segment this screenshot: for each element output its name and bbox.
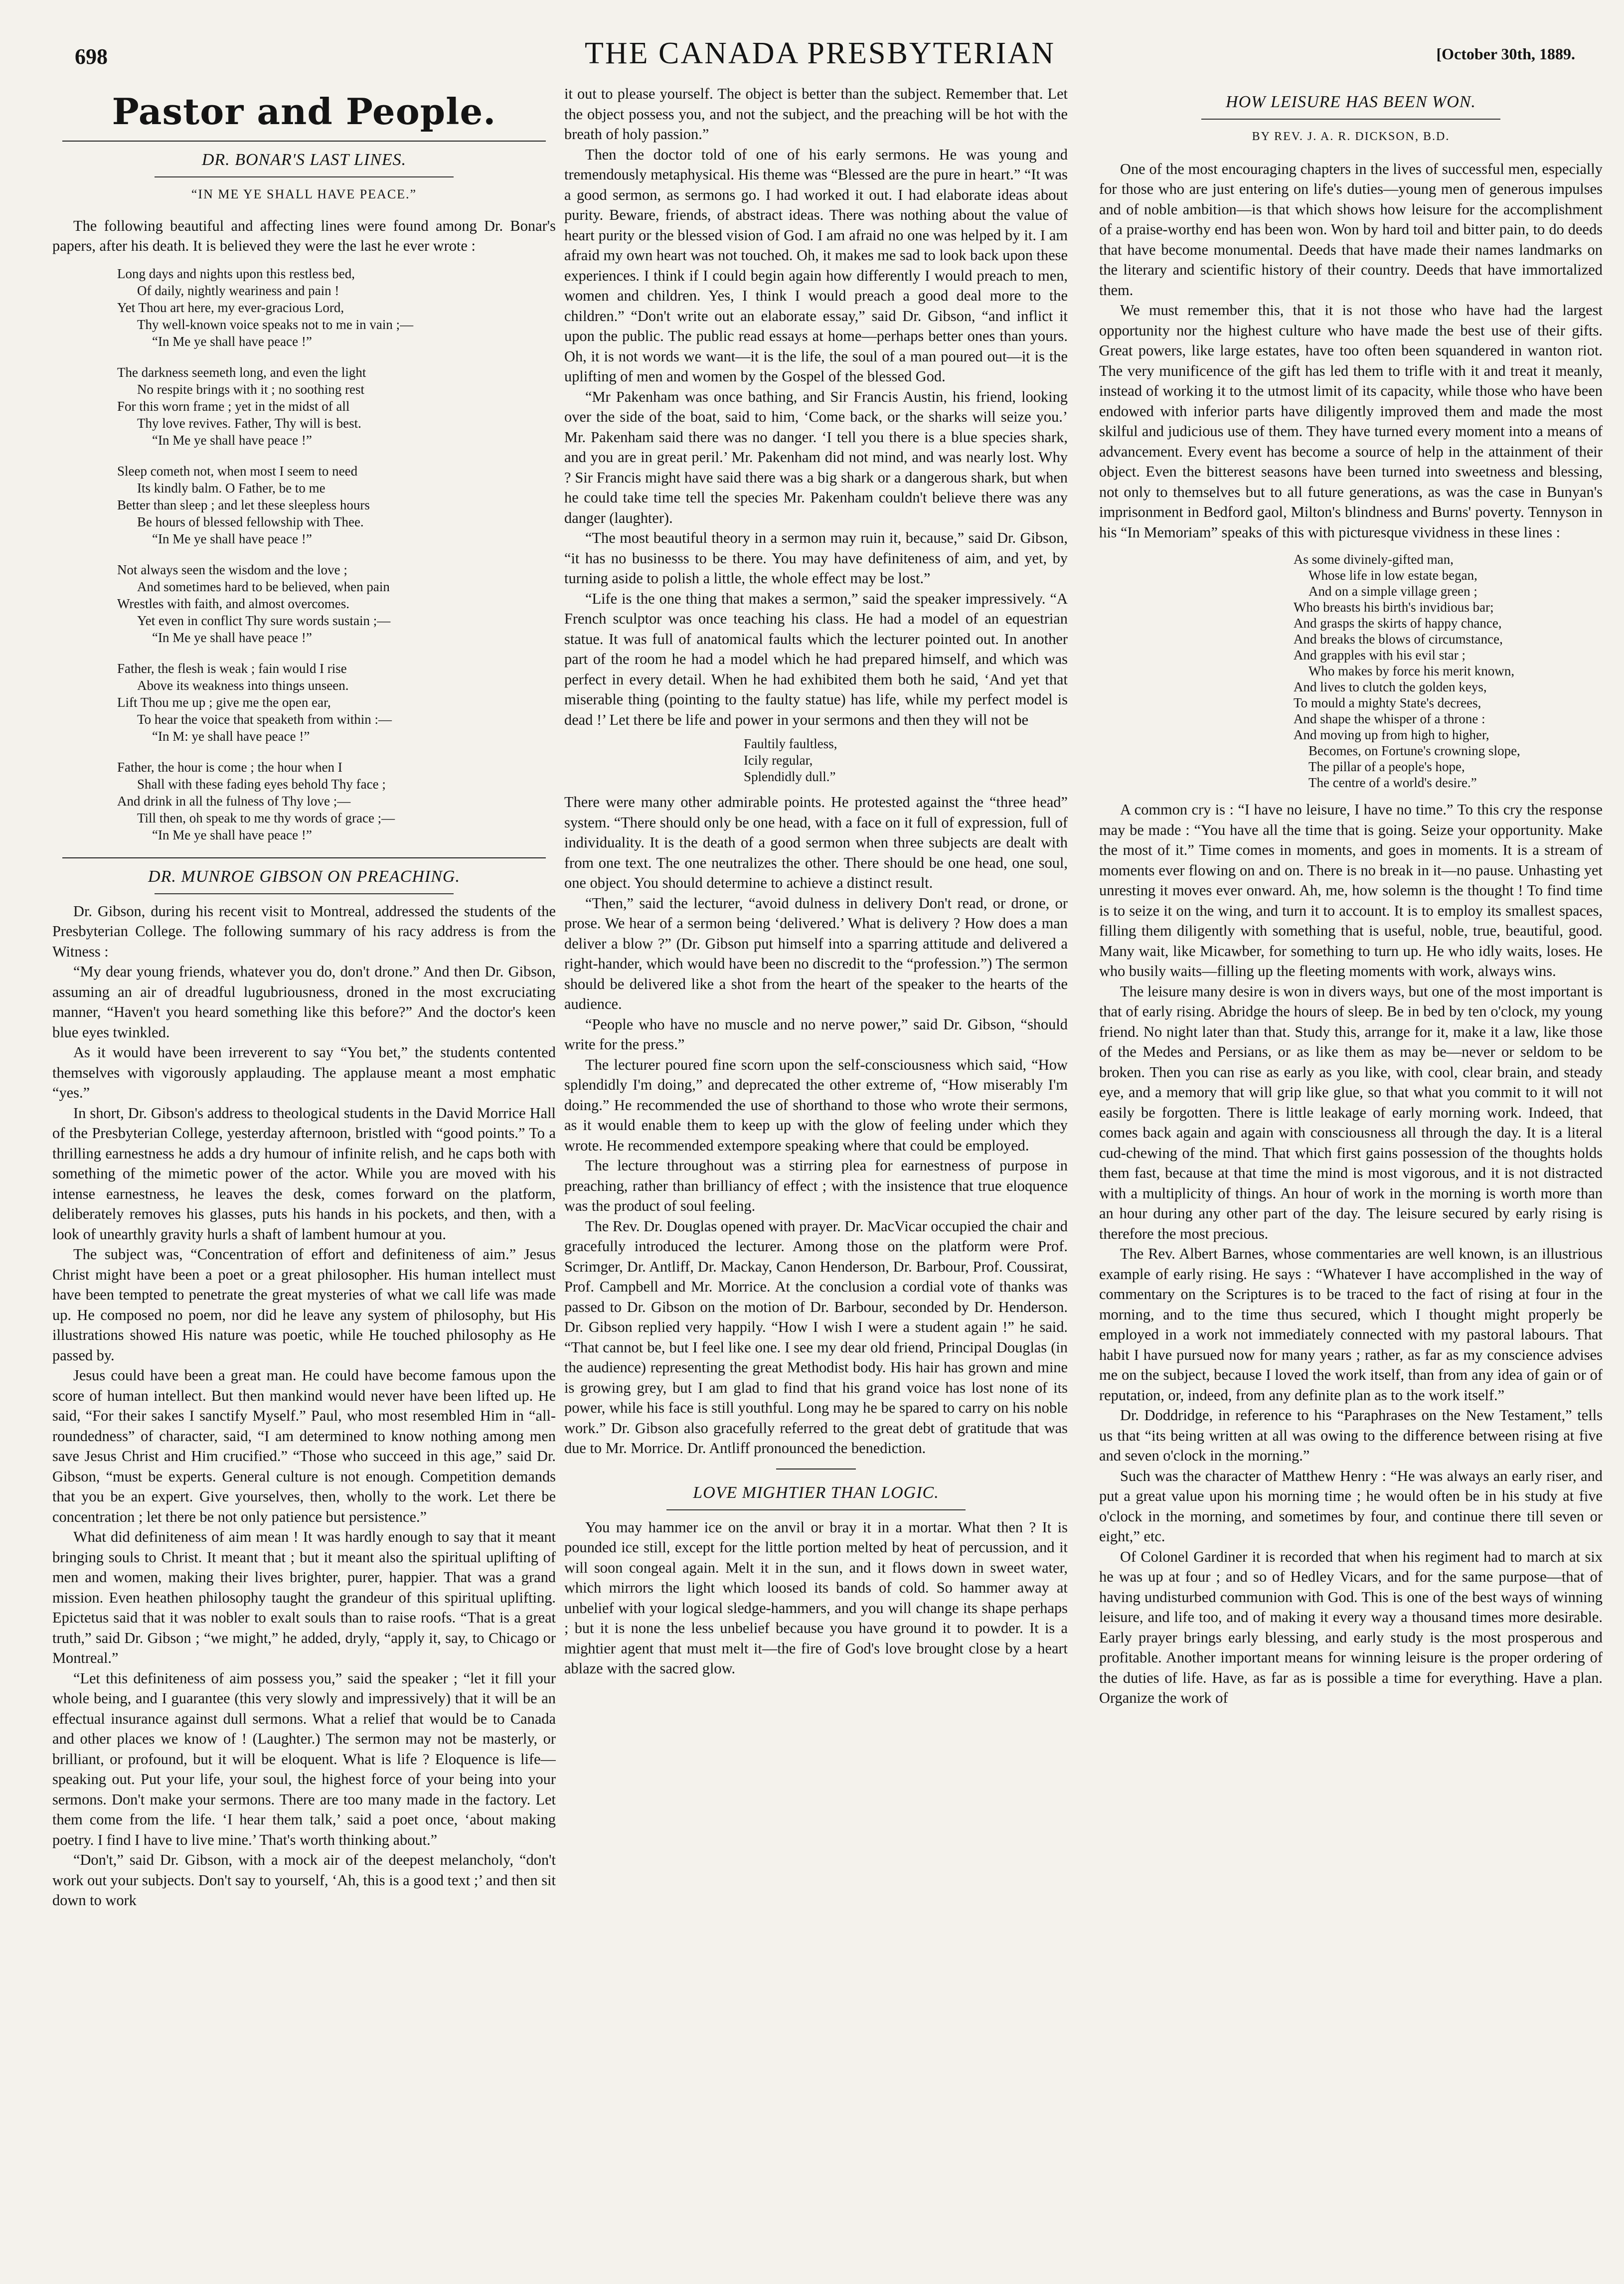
poem-line: Who makes by force his merit known, [1308, 663, 1515, 678]
paragraph: Jesus could have been a great man. He could have become famous upon the score of human intellect. But then mankind would never have been lifted up. He said, “For their sakes I sanctify Myself.” Paul, who most resembled Him in “all-roundedness” of character, said, “I am determined to know nothing among men save Jesus Christ and Him crucified.” “Those who succeed in this age,” said Dr. Gibson, “must be experts. General culture is not enough. Competition demands that you be an expert. Give yourselves, then, wholly to the work. Let there be concentration ; let there be not only patience but persistence.” [52, 1367, 556, 1525]
poem-line: Becomes, on Fortune's crowning slope, [1308, 743, 1520, 758]
journal-title: THE CANADA PRESBYTERIAN [585, 36, 1055, 70]
poem-stanza [52, 463, 556, 547]
paragraph: “Don't,” said Dr. Gibson, with a mock air of the deepest melancholy, “don't work out your subjects. Don't say to yourself, ‘Ah, this is a good text ;’ and then sit down to work [52, 1851, 556, 1909]
divider [776, 1468, 856, 1469]
quoted-verse [564, 736, 1068, 785]
article-title-bonar: DR. BONAR'S LAST LINES. [201, 151, 407, 169]
column-2 [564, 84, 1068, 2262]
poem-line: The centre of a world's desire.” [1308, 775, 1477, 790]
section-banner: Pastor and People. [112, 90, 496, 133]
divider [155, 176, 454, 177]
poem-line: Sleep cometh not, when most I seem to need [117, 463, 358, 479]
tennyson-poem [1099, 551, 1603, 791]
poem-line: Its kindly balm. O Father, be to me [137, 480, 325, 495]
poem-line: Yet Thou art here, my ever-gracious Lord, [117, 300, 344, 315]
article-title-gibson: DR. MUNROE GIBSON ON PREACHING. [148, 867, 460, 886]
poem-line: And shape the whisper of a throne : [1294, 711, 1485, 726]
poem-refrain: “In Me ye shall have peace !” [152, 827, 312, 842]
poem-refrain: “In Me ye shall have peace !” [152, 531, 312, 546]
poem-line: Shall with these fading eyes behold Thy face ; [137, 776, 386, 792]
poem-line: Father, the flesh is weak ; fain would I rise [117, 660, 347, 676]
poem-line: Of daily, nightly weariness and pain ! [137, 283, 339, 298]
poem-line: And grapples with his evil star ; [1294, 648, 1465, 662]
paragraph: The lecturer poured fine scorn upon the self-consciousness which said, “How splendidly I'm doing,” and deprecated the other extreme of, “How miserably I'm doing.” He recommended the use of shorthand to those who wrote their sermons, as it would enable them to keep up with the glow of feeling under which they wrote. He recommended extempore speaking where that could be employed. [564, 1056, 1068, 1154]
bonar-poem [52, 265, 556, 843]
column-1 [52, 84, 556, 2262]
paragraph: One of the most encouraging chapters in the lives of successful men, especially for those who are just entering on life's duties—young men of generous impulses and of noble ambition—is that which shows how leisure for the accomplishment of a praise-worthy end has been won. Won by hard toil and bitter pain, to do deeds that have become monumental. Deeds that have made their names landmarks on the literary and scientific history of their country. Deeds that have immortalized them. [1099, 160, 1603, 299]
poem-line: And grasps the skirts of happy chance, [1294, 616, 1502, 631]
paragraph: “Then,” said the lecturer, “avoid dulness in delivery Don't read, or drone, or prose. We hear of a sermon being ‘delivered.’ What is delivery ? How does a man deliver a blow ?” (Dr. Gibson put himself into a sparring attitude and delivered a right-hander, which would have been no discredit to the “profession.”) The sermon should be delivered like a shot from the heart of the speaker to the hearts of the audience. [564, 894, 1068, 1012]
poem-line: Thy love revives. Father, Thy will is best. [137, 415, 361, 431]
poem-stanza [52, 364, 556, 449]
page-number: 698 [75, 44, 108, 69]
paragraph: You may hammer ice on the anvil or bray it in a mortar. What then ? It is pounded ice still, except for the little portion melted by heat of percussion, and it will soon congeal again. Melt it in the sun, and it flows down in sweet water, which mirrors the light which loosed its bands of cold. So hammer away at unbelief with your logical sledge-hammers, and you will change its shape perhaps ; but it is none the less unbelief because you have ground it to powder. It is a mightier agent that must melt it—the fire of God's love brought close by a heart ablaze with the sacred glow. [564, 1518, 1068, 1677]
paragraph: As it would have been irreverent to say “You bet,” the students contented themselves with vigorously applauding. The applause meant a most emphatic “yes.” [52, 1044, 556, 1101]
paragraph: “Life is the one thing that makes a sermon,” said the speaker impressively. “A French sculptor was once teaching his class. He had a model of an equestrian statue. It was full of anatomical faults which the lecturer pointed out. In another part of the room he had a model which he had prepared himself, and which was perfect in every detail. When he had exhibited them both he said, ‘And yet that miserable thing (pointing to the faulty statue) has life, while my perfect model is dead !’ Let there be life and power in your sermons and then they will not be [564, 590, 1068, 728]
poem-line: Long days and nights upon this restless bed, [117, 266, 355, 281]
poem-line: And drink in all the fulness of Thy love ;— [117, 793, 351, 809]
paragraph: “The most beautiful theory in a sermon may ruin it, because,” said Dr. Gibson, “it has no businesss to be there. You may have definiteness of aim, and yet, by turning aside to polish a little, the whole effect may be lost.” [564, 529, 1068, 587]
divider [62, 141, 546, 142]
verse-line: Icily regular, [744, 753, 813, 768]
poem-line: And breaks the blows of circumstance, [1294, 632, 1503, 647]
divider [62, 857, 546, 858]
poem-line: And on a simple village green ; [1308, 584, 1477, 599]
paragraph: Dr. Doddridge, in reference to his “Paraphrases on the New Testament,” tells us that “its being written at all was owing to the difference between rising at five and seven o'clock in the morning.” [1099, 1407, 1603, 1464]
paragraph: The Rev. Albert Barnes, whose commentaries are well known, is an illustrious example of early rising. He says : “Whatever I have accomplished in the way of commentary on the Scriptures is to be traced to the fact of rising at four in the morning, and to the time thus secured, which I thought might properly be employed in a work not immediately connected with my pastoral labours. That habit I have pursued now for many years ; rather, as far as my conscience advises me on the subject, because I loved the work itself, than from any idea of gain or of reputation, or, indeed, from any definite plan as to the work itself.” [1099, 1245, 1603, 1404]
poem-line: For this worn frame ; yet in the midst of all [117, 398, 350, 414]
poem-line: Wrestles with faith, and almost overcomes. [117, 596, 350, 611]
paragraph: We must remember this, that it is not those who have had the largest opportunity nor the highest culture who have made the best use of their gifts. Great powers, like large estates, have too often been squandered in wanton riot. The very munificence of the gift has led them to trifle with it and treat it meanly, instead of working it to the utmost limit of its capacity, while those who have been endowed with inferior parts have diligently improved them and made the most skilful and judicious use of them. They have turned every moment into a means of advancement. Every event has become a source of help in the attainment of their object. Even the bitterest seasons have been turned into sweetness and blessing, not only to themselves but to all future generations, as was the case in Bunyan's imprisonment in Bedford gaol, Milton's blindness and Burns' poverty. Tennyson in his “In Memoriam” speaks of this with picturesque vividness in these lines : [1099, 302, 1603, 541]
masthead [60, 29, 1580, 89]
poem-refrain: “In M: ye shall have peace !” [152, 728, 310, 744]
paragraph: Dr. Gibson, during his recent visit to Montreal, addressed the students of the Presbyterian College. The following summary of his racy address is from the Witness : [52, 902, 556, 960]
poem-line: Above its weakness into things unseen. [137, 677, 349, 693]
poem-line: Till then, oh speak to me thy words of grace ;— [137, 810, 395, 825]
poem-refrain: “In Me ye shall have peace !” [152, 333, 312, 349]
paragraph: “My dear young friends, whatever you do, don't drone.” And then Dr. Gibson, assuming an air of dreadful lugubriousness, droned in the most excruciating manner, “Haven't you heard something like this before?” And the doctor's keen blue eyes twinkled. [52, 963, 556, 1041]
divider [1201, 119, 1500, 120]
divider [155, 893, 454, 894]
verse-line: Faultily faultless, [744, 736, 837, 751]
article-title-leisure: HOW LEISURE HAS BEEN WON. [1226, 93, 1476, 111]
poem-line: The darkness seemeth long, and even the light [117, 364, 366, 380]
paragraph: A common cry is : “I have no leisure, I have no time.” To this cry the response may be made : “You have all the time that is going. Seize your opportunity. Make the most of it.” Time comes in moments, and goes in moments. It is a stream of moments ever flowing on and on. There is no break in it—no pause. Unhasting yet unresting it moves ever onward. Ah, me, how solemn is the thought ! To find time is to seize it on the wing, and turn it to account. It is to employ its smallest spaces, filling them diligently with something that is useful, noble, true, beautiful, good. Many wait, like Micawber, for something to turn up. He who idly waits, loses. He who busily waits—filling up the fleeting moments with work, always wins. [1099, 801, 1603, 979]
bonar-intro: The following beautiful and affecting lines were found among Dr. Bonar's papers, after his death. It is believed they were the last he ever wrote : [52, 217, 556, 254]
verse-line: Splendidly dull.” [744, 769, 836, 784]
paragraph: What did definiteness of aim mean ! It was hardly enough to say that it meant bringing souls to Christ. It meant that ; but it meant also the spiritual uplifting of men and women, making their lives brighter, purer, happier. That was a grand mission. Even heathen philosophy taught the grandeur of this spiritual uplifting. Epictetus said that it was nobler to exalt souls than to raise roofs. “That is a great truth,” said Dr. Gibson ; “we might,” he added, dryly, “apply it, say, to Chicago or Montreal.” [52, 1528, 556, 1666]
poem-refrain: “In Me ye shall have peace !” [152, 432, 312, 448]
article-title-love: LOVE MIGHTIER THAN LOGIC. [693, 1483, 939, 1502]
poem-line: Be hours of blessed fellowship with Thee. [137, 514, 364, 529]
poem-line: Whose life in low estate began, [1308, 568, 1477, 583]
column-3 [1099, 84, 1603, 2262]
divider [666, 1509, 966, 1510]
paragraph: “People who have no muscle and no nerve power,” said Dr. Gibson, “should write for the press.” [564, 1015, 1068, 1053]
poem-refrain: “In Me ye shall have peace !” [152, 630, 312, 645]
poem-stanza [52, 561, 556, 646]
paragraph: Then the doctor told of one of his early sermons. He was young and tremendously metaphysical. His theme was “Blessed are the pure in heart.” “It was a good sermon, as sermons go. I had worked it out. I had elaborate ideas about purity. Beware, friends, of abstract ideas. There was nothing about the value of heart purity or the blessed vision of God. I am afraid no one was helped by it. I am afraid my own heart was not touched. Oh, it makes me sad to look back upon these experiences. I think if I could begin again how differently I would preach to men, women and children. Yes, I think I would preach a good deal more to the children.” “Don't write out an elaborate essay,” said Dr. Gibson, “and inflict it upon the public. The public read essays at home—perhaps better ones than yours. Oh, it is not words we want—it is the life, the soul of a man poured out—it is the uplifting of men and women by the Gospel of the blessed God. [564, 146, 1068, 385]
epigraph: “IN ME YE SHALL HAVE PEACE.” [191, 187, 417, 201]
issue-date: [October 30th, 1889. [1436, 45, 1575, 63]
poem-line: Who breasts his birth's invidious bar; [1294, 600, 1494, 615]
poem-line: No respite brings with it ; no soothing rest [137, 381, 364, 397]
poem-line: Thy well-known voice speaks not to me in vain ;— [137, 317, 414, 332]
paragraph: The lecture throughout was a stirring plea for earnestness of purpose in preaching, rather than brilliancy of effect ; with the insistence that true eloquence was the product of soul feeling. [564, 1157, 1068, 1214]
paragraph: The leisure many desire is won in divers ways, but one of the most important is that of early rising. Abridge the hours of sleep. Be in bed by ten o'clock, my young friend. No night later than that. Study this, arrange for it, make it a law, like those of the Medes and Persians, or as like them as may be—never or seldom to be broken. Then you can rise as early as you like, with cool, clear brain, and steady eye, and a memory that will grip like glue, so that what you commit to it will not easily be forgotten. There is little leakage of early morning work. Indeed, that comes back again and again with consciousness all through the day. It is a literal cud-chewing of the mind. That which first gains possession of the thoughts holds them fast, because at that time the mind is most vigorous, and it is not distracted with a multiplicity of things. An hour of work in the morning is worth more than an hour during any other part of the day. The leisure secured by early rising is therefore the most precious. [1099, 982, 1603, 1242]
paragraph: Of Colonel Gardiner it is recorded that when his regiment had to march at six he was up at four ; and so of Hedley Vicars, and for the same purpose—that of having undisturbed communion with God. This is one of the best ways of winning leisure, and life too, and of making it every way a thousand times more desirable. Early prayer brings early blessing, and early study is the most prosperous and profitable. Another important means for winning leisure is the proper ordering of the duties of life. Have, as far as is possible a time for everything. Have a plan. Organize the work of [1099, 1548, 1603, 1706]
paragraph: In short, Dr. Gibson's address to theological students in the David Morrice Hall of the Presbyterian College, yesterday afternoon, bristled with “good points.” To a thrilling earnestness he adds a dry humour of infinite relish, and he caps both with something of the mimetic power of the actor. While you are moved with his intense earnestness, he leaves the desk, comes forward on the platform, deliberately removes his glasses, puts his hands in his pockets, and then, with a look of unearthly gravity hurls a shaft of lambent humour at you. [52, 1104, 556, 1243]
paragraph: There were many other admirable points. He protested against the “three head” system. “There should only be one head, with a face on it full of expression, full of individuality. It is the death of a good sermon when three subjects are dealt with from one text. The one neutralizes the other. There should be one head, one soul, one object. You should determine to achieve a distinct result. [564, 794, 1068, 891]
poem-line: Yet even in conflict Thy sure words sustain ;— [137, 613, 391, 628]
paragraph: Such was the character of Matthew Henry : “He was always an early riser, and put a great value upon his morning time ; he would often be in his study at five o'clock in the morning, and sometimes by four, and continue there till seven or eight,” etc. [1099, 1467, 1603, 1545]
poem-line: And moving up from high to higher, [1294, 727, 1489, 742]
poem-line: To mould a mighty State's decrees, [1294, 695, 1481, 710]
paragraph: it out to please yourself. The object is better than the subject. Remember that. Let the object possess you, and not the subject, and the preaching will be hot with the breath of holy passion.” [564, 85, 1068, 143]
poem-line: Not always seen the wisdom and the love ; [117, 562, 347, 577]
paragraph: The Rev. Dr. Douglas opened with prayer. Dr. MacVicar occupied the chair and gracefully introduced the lecturer. Among those on the platform were Prof. Scrimger, Dr. Antliff, Dr. Mackay, Canon Henderson, Dr. Barbour, Prof. Coussirat, Prof. Campbell and Mr. Morrice. At the conclusion a cordial vote of thanks was passed to Dr. Gibson on the motion of Dr. Barbour, seconded by Dr. Henderson. Dr. Gibson replied very happily. “How I wish I were a student again !” he said. “That cannot be, but I feel like one. I see my dear old friend, Principal Douglas (in the audience) representing the great Methodist body. His hair has grown and mine is growing grey, but I am glad to find that his grand voice has lost none of its power, while his face is still youthful. Long may he be spared to carry on his noble work.” Dr. Gibson also gracefully referred to the great debt of gratitude that was due to Mr. Morrice. Dr. Antliff pronounced the benediction. [564, 1217, 1068, 1457]
poem-line: As some divinely-gifted man, [1294, 552, 1454, 567]
paragraph: “Let this definiteness of aim possess you,” said the speaker ; “let it fill your whole being, and I guarantee (this very slowly and impressively) that it will be an effectual insurance against dull sermons. What a relief that would be to Canada and other places we know of ! (Laughter.) The sermon may not be masterly, or brilliant, or profound, but it will be eloquent. What is life ? Eloquence is life—speaking out. Put your life, your soul, the highest force of your being into your sermons. Don't make your sermons. There are too many made in the factory. Let them come from the life. ‘I hear them talk,’ said a poet once, ‘about making poetry. I find I have to live mine.’ That's worth thinking about.” [52, 1669, 556, 1848]
poem-line: Father, the hour is come ; the hour when I [117, 759, 342, 775]
paragraph: “Mr Pakenham was once bathing, and Sir Francis Austin, his friend, looking over the side of the boat, said to him, ‘Come back, or the sharks will seize you.’ Mr. Pakenham said there was no danger. ‘I tell you there is a blue species shark, and you are in great peril.’ Mr. Pakenham did not mind, and was nearly lost. Why ? Sir Francis might have said there was a big shark or a dangerous shark, but when he could take time tell the species Mr. Pakenham couldn't believe there was any danger (laughter). [564, 388, 1068, 526]
poem-line: Better than sleep ; and let these sleepless hours [117, 497, 370, 512]
byline: BY REV. J. A. R. DICKSON, B.D. [1252, 130, 1450, 143]
poem-stanza [52, 265, 556, 350]
poem-stanza [52, 660, 556, 745]
poem-line: And sometimes hard to be believed, when pain [137, 579, 390, 594]
poem-line: Lift Thou me up ; give me the open ear, [117, 694, 331, 710]
poem-line: To hear the voice that speaketh from within :— [137, 711, 392, 727]
poem-line: And lives to clutch the golden keys, [1294, 679, 1487, 694]
poem-line: The pillar of a people's hope, [1308, 759, 1465, 774]
poem-stanza [52, 759, 556, 843]
paragraph: The subject was, “Concentration of effort and definiteness of aim.” Jesus Christ might have been a poet or a great philosopher. His human intellect must have been tempted to penetrate the great mysteries of what we call life was made up. He composed no poem, nor did he leave any system of philosophy, but His illustrations showed His nature was poetic, while He touched philosophy as He passed by. [52, 1246, 556, 1364]
